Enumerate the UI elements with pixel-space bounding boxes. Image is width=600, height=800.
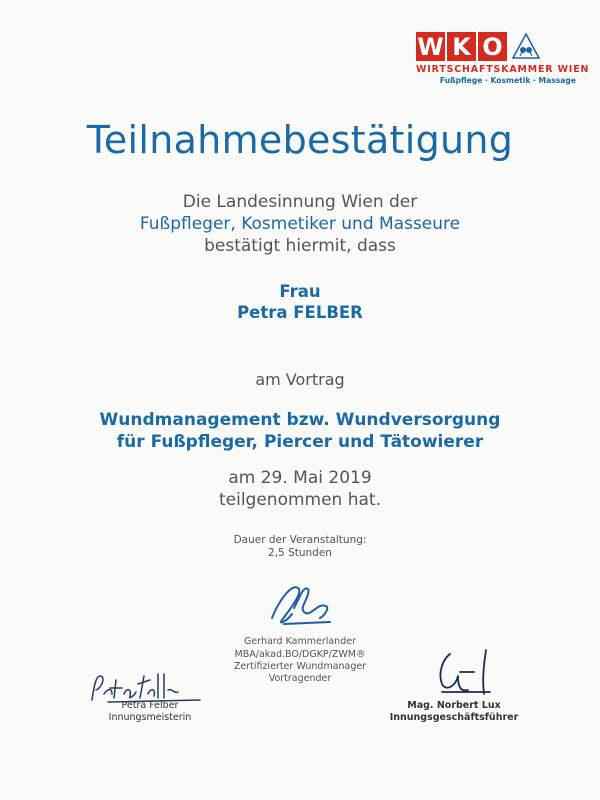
guild-emblem-icon	[511, 32, 541, 61]
geschaeftsfuehrer-role: Innungsgeschäftsführer	[389, 712, 519, 723]
logo-letter-w: W	[417, 32, 444, 61]
intro-line-3: bestätigt hiermit, dass	[204, 236, 396, 256]
lecture-title-line-2: für Fußpfleger, Piercer und Tätowierer	[116, 432, 484, 452]
logo-organization: WIRTSCHAFTSKAMMER WIEN	[416, 64, 590, 75]
innungsmeisterin-role: Innungsmeisterin	[108, 712, 192, 723]
speaker-name: Gerhard Kammerlander	[244, 636, 356, 647]
lecture-title-line-1: Wundmanagement bzw. Wundversorgung	[99, 410, 501, 430]
speaker-titles: MBA/akad.BO/DGKP/ZWM®	[234, 649, 366, 660]
lecture-intro: am Vortrag	[255, 370, 345, 389]
logo-guild: Fußpflege · Kosmetik · Massage	[439, 76, 576, 85]
innungsmeisterin-block	[70, 700, 230, 724]
lecture-date: am 29. Mai 2019	[228, 468, 372, 488]
geschaeftsfuehrer-name: Mag. Norbert Lux	[407, 700, 501, 711]
intro-line-1: Die Landesinnung Wien der	[182, 192, 418, 212]
speaker-signature	[200, 578, 400, 630]
intro-line-2: Fußpfleger, Kosmetiker und Masseure	[139, 214, 461, 234]
geschaeftsfuehrer-block	[374, 700, 534, 724]
certificate-title: Teilnahmebestätigung	[86, 118, 514, 162]
duration-value: 2,5 Stunden	[268, 547, 332, 559]
logo-letter-o: O	[478, 32, 507, 61]
geschaeftsfuehrer-signature	[420, 646, 500, 704]
participation-confirmation: teilgenommen hat.	[218, 490, 381, 510]
logo-letter-k: K	[447, 32, 476, 61]
speaker-certification: Zertifizierter Wundmanager	[233, 661, 367, 672]
participant-name: Petra FELBER	[237, 303, 363, 322]
innungsmeisterin-name: Petra Felber	[121, 700, 179, 711]
duration-label: Dauer der Veranstaltung:	[233, 534, 367, 546]
participant-salutation: Frau	[279, 282, 321, 301]
speaker-role: Vortragender	[268, 673, 332, 684]
wko-logo	[416, 32, 590, 92]
wko-logo-letters	[416, 32, 576, 61]
